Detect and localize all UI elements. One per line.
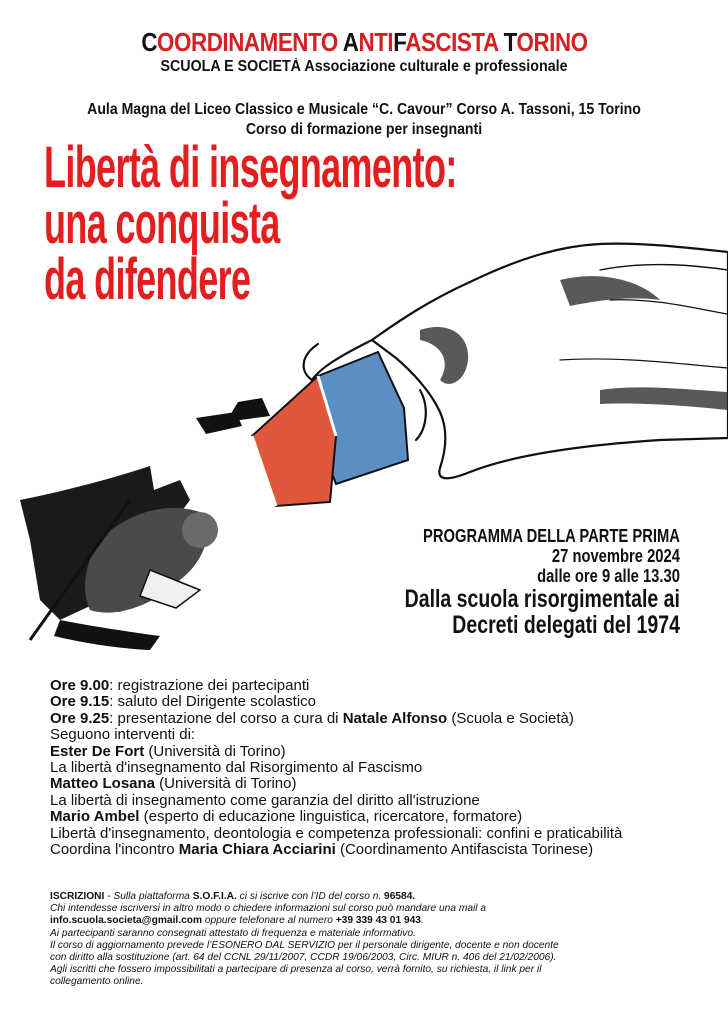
schedule-item: Ore 9.25: presentazione del corso a cura di Natale Alfonso (Scuola e Società) — [50, 709, 574, 727]
header — [0, 28, 728, 76]
org-name-part: ASCISTA — [404, 27, 504, 57]
programma-topic-line-1: Dalla scuola risorgimentale ai — [404, 585, 680, 613]
org-name-part: C — [140, 27, 157, 57]
footer-line-2: Chi intendesse iscriversi in altro modo o chiedere informazioni sul corso può mandare una mail a — [50, 903, 487, 915]
org-name-part: ORINO — [516, 27, 588, 57]
schedule-item: Ore 9.15: saluto del Dirigente scolastico — [50, 693, 316, 711]
venue — [44, 100, 685, 140]
footer-line-1: ISCRIZIONI - Sulla piattaforma S.O.F.I.A. ci si iscrive con l’ID del corso n. 96584. — [50, 891, 416, 902]
contact-phone: +39 339 43 01 943 — [335, 915, 421, 927]
footer-line-3: info.scuola.societa@gmail.com oppure telefonare al numero +39 339 43 01 943. — [50, 915, 424, 927]
contact-email: info.scuola.societa@gmail.com — [50, 915, 203, 927]
org-name — [141, 28, 587, 56]
headline-line-1: Libertà di insegnamento: — [44, 135, 457, 200]
schedule-item: Matteo Losana (Università di Torino) — [50, 775, 297, 793]
org-name-part: OORDINAMENTO — [156, 27, 343, 57]
schedule-item: La libertà di insegnamento come garanzia del diritto all'istruzione — [50, 791, 480, 809]
venue-address: Aula Magna del Liceo Classico e Musicale “C. Cavour” Corso A. Tassoni, 15 Torino — [87, 101, 641, 118]
programma-title: PROGRAMMA DELLA PARTE PRIMA — [423, 526, 680, 546]
schedule-item: Mario Ambel (esperto di educazione linguistica, ricercatore, formatore) — [50, 808, 523, 826]
programma-block — [327, 526, 680, 638]
footer-line-7: Agli iscritti che fossero impossibilitati a partecipare di presenza al corso, verrà fornito, su richiesta, il link per il — [50, 964, 542, 976]
programma-topic-line-2: Decreti delegati del 1974 — [452, 611, 680, 639]
footer-info — [50, 891, 690, 989]
headline-line-2: una conquista — [44, 191, 280, 256]
programma-time: dalle ore 9 alle 13.30 — [537, 566, 680, 586]
schedule-item: Libertà d'insegnamento, deontologia e competenza professionali: confini e praticabilità — [50, 824, 623, 842]
footer-line-5: Il corso di aggiornamento prevede l’ESONERO DAL SERVIZIO per il personale dirigente, docente e non docente — [50, 939, 559, 951]
org-name-part: A — [342, 27, 359, 57]
programma-date: 27 novembre 2024 — [552, 546, 680, 566]
org-subtitle: SCUOLA E SOCIETÀ Associazione culturale e professionale — [160, 58, 568, 75]
footer-line-4: Ai partecipanti saranno consegnati attestato di frequenza e materiale informativo. — [50, 927, 416, 939]
footer-line-8: collegamento online. — [50, 976, 144, 988]
schedule-list — [50, 678, 690, 858]
schedule-item: Ore 9.00: registrazione dei partecipanti — [50, 677, 310, 694]
org-name-part: T — [503, 27, 517, 57]
schedule-item: Ester De Fort (Università di Torino) — [50, 742, 286, 760]
schedule-item: Coordina l'incontro Maria Chiara Acciarini (Coordinamento Antifascista Torinese) — [50, 841, 594, 859]
footer-line-6: con diritto alla sostituzione (art. 64 del CCNL 29/11/2007, CCDR 19/06/2003, Circ. MIUR n. 406 del 21/02/2006). — [50, 952, 557, 964]
torn-paper-figure — [20, 398, 270, 650]
schedule-item: La libertà d'insegnamento dal Risorgimento al Fascismo — [50, 759, 423, 777]
course-type: Corso di formazione per insegnanti — [245, 121, 483, 138]
org-name-part: NTI — [358, 27, 393, 57]
org-name-part: F — [392, 27, 405, 57]
eraser — [252, 352, 408, 506]
headline-line-3: da difendere — [44, 247, 251, 312]
schedule-item: Seguono interventi di: — [50, 726, 196, 744]
